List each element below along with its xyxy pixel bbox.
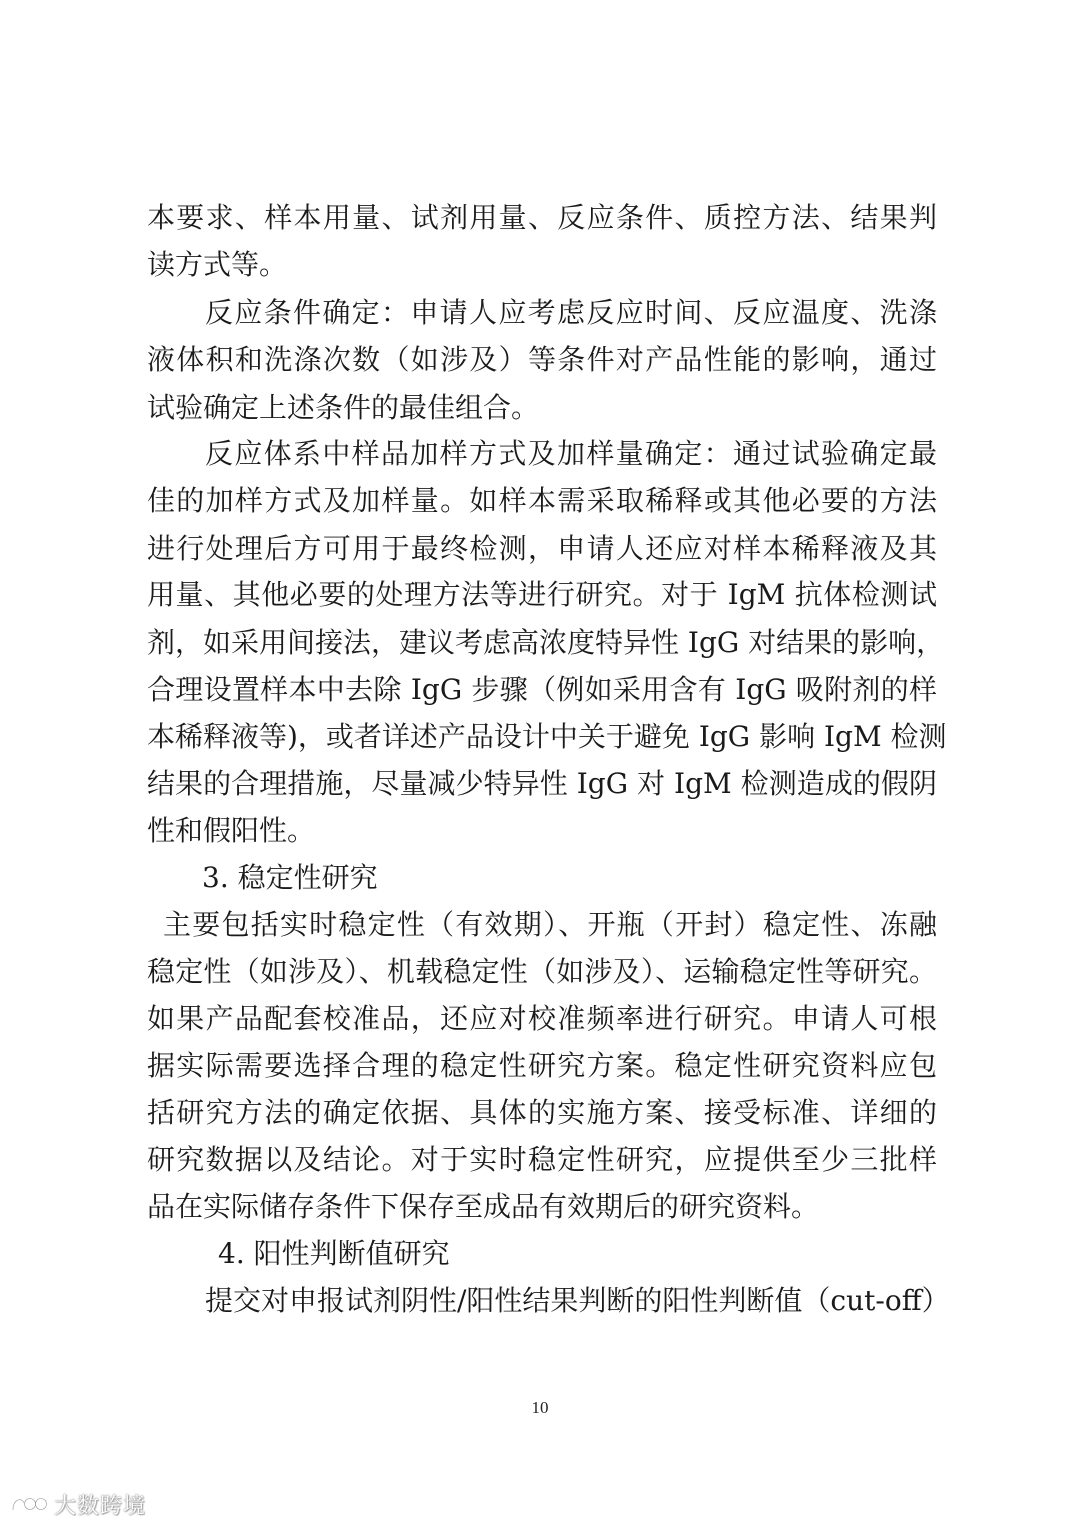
section-heading: 3. 稳定性研究 bbox=[202, 861, 378, 894]
paragraph-line: 用量、其他必要的处理方法等进行研究。对于 IgM 抗体检测试 bbox=[147, 578, 937, 611]
paragraph-line: 据实际需要选择合理的稳定性研究方案。稳定性研究资料应包 bbox=[147, 1049, 937, 1082]
paragraph-line: 本稀释液等)，或者详述产品设计中关于避免 IgG 影响 IgM 检测 bbox=[147, 720, 947, 753]
paragraph-line: 合理设置样本中去除 IgG 步骤（例如采用含有 IgG 吸附剂的样 bbox=[147, 673, 937, 706]
paragraph-line: 结果的合理措施，尽量减少特异性 IgG 对 IgM 检测造成的假阴 bbox=[147, 767, 937, 800]
paragraph-line: 提交对申报试剂阴性/阳性结果判断的阳性判断值（cut-off） bbox=[205, 1284, 950, 1317]
watermark bbox=[10, 1489, 146, 1519]
section-heading: 4. 阳性判断值研究 bbox=[218, 1237, 450, 1270]
paragraph-line: 进行处理后方可用于最终检测，申请人还应对样本稀释液及其 bbox=[147, 532, 937, 565]
paragraph-line: 佳的加样方式及加样量。如样本需采取稀释或其他必要的方法 bbox=[147, 484, 937, 517]
paragraph-line: 主要包括实时稳定性（有效期）、开瓶（开封）稳定性、冻融 bbox=[163, 908, 937, 941]
paragraph-line: 剂，如采用间接法，建议考虑高浓度特异性 IgG 对结果的影响， bbox=[147, 626, 945, 659]
paragraph-line: 如果产品配套校准品，还应对校准频率进行研究。申请人可根 bbox=[147, 1002, 937, 1035]
page-number: 10 bbox=[531, 1398, 549, 1417]
paragraph-line: 试验确定上述条件的最佳组合。 bbox=[147, 391, 540, 424]
paragraph-line: 性和假阳性。 bbox=[147, 814, 316, 847]
watermark-logo-icon bbox=[10, 1493, 48, 1515]
paragraph-line: 反应体系中样品加样方式及加样量确定：通过试验确定最 bbox=[205, 437, 937, 470]
paragraph-line: 读方式等。 bbox=[147, 248, 288, 281]
paragraph-line: 品在实际储存条件下保存至成品有效期后的研究资料。 bbox=[147, 1190, 820, 1223]
paragraph-line: 本要求、样本用量、试剂用量、反应条件、质控方法、结果判 bbox=[147, 201, 937, 234]
paragraph-line: 反应条件确定：申请人应考虑反应时间、反应温度、洗涤 bbox=[205, 296, 937, 329]
paragraph-line: 括研究方法的确定依据、具体的实施方案、接受标准、详细的 bbox=[147, 1096, 937, 1129]
paragraph-line: 稳定性（如涉及）、机载稳定性（如涉及）、运输稳定性等研究。 bbox=[147, 955, 937, 988]
watermark-text: 大数跨境 bbox=[54, 1493, 147, 1519]
paragraph-line: 液体积和洗涤次数（如涉及）等条件对产品性能的影响，通过 bbox=[147, 343, 937, 376]
paragraph-line: 研究数据以及结论。对于实时稳定性研究，应提供至少三批样 bbox=[147, 1143, 937, 1176]
